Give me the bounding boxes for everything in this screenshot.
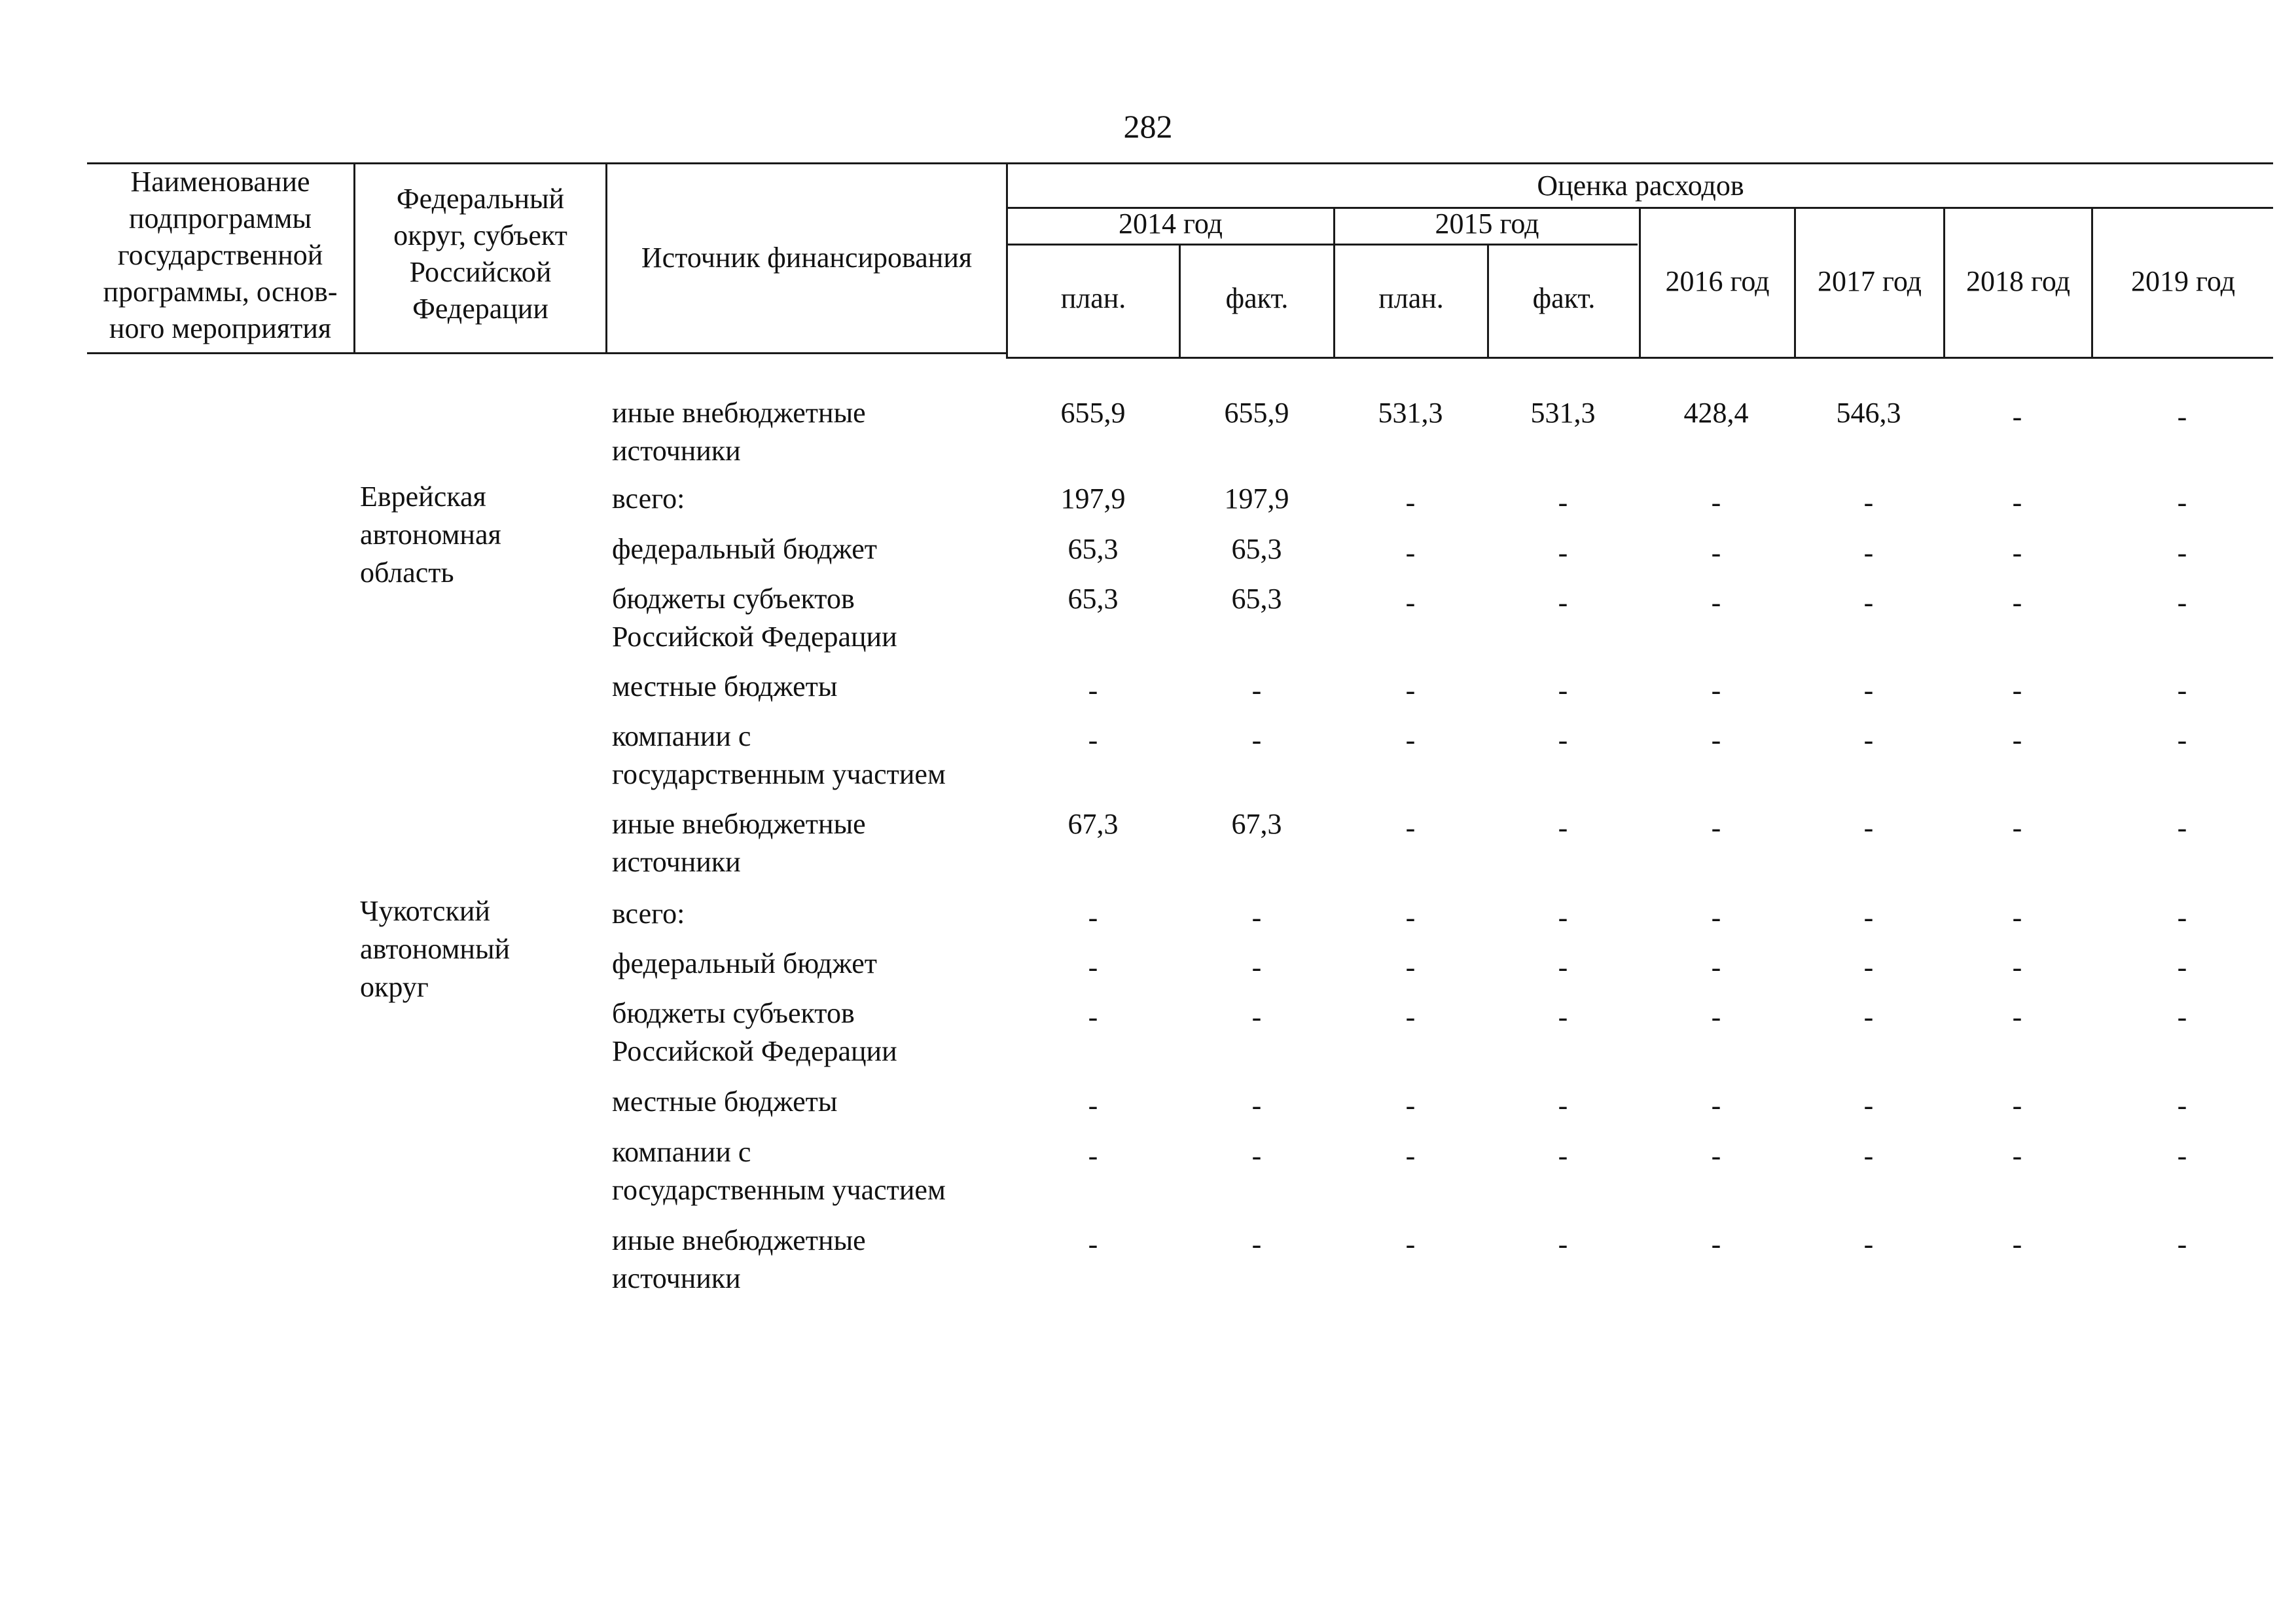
value-cell: -: [2177, 724, 2187, 756]
value-cell: -: [1558, 951, 1568, 983]
value-cell: -: [1251, 1228, 1262, 1260]
value-cell: -: [1711, 587, 1721, 619]
value-cell: -: [1863, 486, 1874, 519]
value-cell: -: [1558, 724, 1568, 756]
value-cell: -: [2177, 401, 2187, 433]
value-cell: -: [1088, 1140, 1098, 1172]
value-cell: -: [1405, 724, 1416, 756]
value-cell: -: [1863, 587, 1874, 619]
value-cell: 197,9: [1060, 483, 1126, 515]
header-top-rule: [87, 162, 2273, 164]
value-cell: -: [2177, 902, 2187, 934]
value-cell: -: [1863, 1089, 1874, 1122]
value-cell: -: [1711, 1001, 1721, 1033]
value-cell: -: [1863, 812, 1874, 844]
value-cell: 67,3: [1067, 808, 1119, 840]
value-cell: -: [1863, 674, 1874, 706]
value-cell: 65,3: [1231, 583, 1282, 615]
value-cell: -: [1558, 812, 1568, 844]
header-funding-source: Источник финансирования: [641, 242, 973, 274]
value-cell: -: [1558, 674, 1568, 706]
value-cell: -: [2177, 812, 2187, 844]
value-cell: -: [2012, 902, 2022, 934]
funding-source-label: иные внебюджетные источники: [612, 1224, 866, 1294]
value-cell: 655,9: [1224, 397, 1289, 429]
funding-source-label: компании с государственным участием: [612, 720, 946, 790]
value-cell: -: [2177, 951, 2187, 983]
header-year-2016: 2016 год: [1665, 265, 1770, 297]
header-program-name: Наименование подпрограммы государственной программы, основ- ного мероприятия: [103, 166, 338, 344]
value-cell: -: [1558, 1089, 1568, 1122]
header-year-2014: 2014 год: [1118, 208, 1223, 240]
value-cell: -: [1711, 1140, 1721, 1172]
funding-source-label: всего:: [612, 898, 685, 930]
header-2015-fact: факт.: [1532, 282, 1596, 314]
value-cell: -: [1251, 1089, 1262, 1122]
header-expense-estimate: Оценка расходов: [1537, 170, 1744, 202]
value-cell: -: [1711, 1089, 1721, 1122]
value-cell: -: [1088, 724, 1098, 756]
value-cell: -: [1558, 486, 1568, 519]
funding-source-label: местные бюджеты: [612, 670, 838, 702]
header-2014-plan: план.: [1060, 282, 1126, 314]
value-cell: -: [1405, 674, 1416, 706]
page-number: 282: [1123, 108, 1173, 145]
value-cell: 65,3: [1067, 533, 1119, 565]
value-cell: -: [1711, 674, 1721, 706]
value-cell: -: [2177, 1140, 2187, 1172]
value-cell: -: [1251, 951, 1262, 983]
funding-source-label: бюджеты субъектов Российской Федерации: [612, 583, 897, 653]
value-cell: -: [1863, 724, 1874, 756]
value-cell: -: [1863, 1140, 1874, 1172]
value-cell: 65,3: [1067, 583, 1119, 615]
value-cell: -: [2012, 401, 2022, 433]
header-year-2015: 2015 год: [1435, 208, 1539, 240]
value-cell: -: [2012, 1140, 2022, 1172]
value-cell: -: [1863, 1001, 1874, 1033]
value-cell: -: [2177, 486, 2187, 519]
value-cell: -: [1863, 537, 1874, 569]
value-cell: -: [1088, 1089, 1098, 1122]
value-cell: -: [2177, 587, 2187, 619]
value-cell: -: [2012, 1001, 2022, 1033]
value-cell: -: [1405, 902, 1416, 934]
header-bottom-rule-left: [87, 352, 1008, 354]
header-year-2017: 2017 год: [1817, 265, 1922, 297]
funding-source-label: бюджеты субъектов Российской Федерации: [612, 997, 897, 1067]
funding-source-label: иные внебюджетные источники: [612, 397, 866, 467]
value-cell: -: [1711, 486, 1721, 519]
header-2015-plan: план.: [1378, 282, 1444, 314]
value-cell: 67,3: [1231, 808, 1282, 840]
value-cell: -: [1405, 1001, 1416, 1033]
value-cell: -: [1558, 902, 1568, 934]
value-cell: 546,3: [1836, 397, 1901, 429]
region-chukotka-autonomous-okrug: Чукотский автономный округ: [360, 895, 511, 1003]
value-cell: -: [1251, 1001, 1262, 1033]
value-cell: -: [1088, 674, 1098, 706]
value-cell: -: [1711, 724, 1721, 756]
value-cell: -: [1711, 902, 1721, 934]
funding-source-label: федеральный бюджет: [612, 533, 877, 565]
value-cell: -: [2177, 1228, 2187, 1260]
value-cell: -: [2177, 1089, 2187, 1122]
value-cell: -: [1088, 1001, 1098, 1033]
value-cell: -: [1711, 1228, 1721, 1260]
value-cell: -: [1711, 951, 1721, 983]
funding-source-label: всего:: [612, 483, 685, 515]
value-cell: -: [1863, 951, 1874, 983]
header-rule-years: [1008, 244, 1638, 246]
value-cell: -: [2012, 674, 2022, 706]
value-cell: -: [1405, 1228, 1416, 1260]
value-cell: 655,9: [1060, 397, 1126, 429]
value-cell: -: [1088, 1228, 1098, 1260]
value-cell: -: [1558, 587, 1568, 619]
header-region: Федеральный округ, субъект Российской Федерации: [393, 183, 567, 325]
value-cell: -: [1251, 902, 1262, 934]
value-cell: 428,4: [1683, 397, 1749, 429]
value-cell: -: [2177, 537, 2187, 569]
value-cell: -: [1405, 812, 1416, 844]
funding-source-label: федеральный бюджет: [612, 947, 877, 979]
value-cell: -: [1711, 537, 1721, 569]
value-cell: 197,9: [1224, 483, 1289, 515]
value-cell: -: [1405, 1089, 1416, 1122]
value-cell: -: [1088, 902, 1098, 934]
value-cell: 531,3: [1530, 397, 1596, 429]
value-cell: 531,3: [1378, 397, 1443, 429]
region-jewish-autonomous-oblast: Еврейская автономная область: [360, 481, 501, 589]
value-cell: -: [1863, 902, 1874, 934]
value-cell: -: [1405, 1140, 1416, 1172]
value-cell: -: [2012, 486, 2022, 519]
header-year-2018: 2018 год: [1965, 265, 2071, 297]
value-cell: -: [2012, 724, 2022, 756]
value-cell: -: [2012, 951, 2022, 983]
value-cell: -: [1558, 1140, 1568, 1172]
value-cell: -: [1088, 951, 1098, 983]
value-cell: -: [2012, 1089, 2022, 1122]
value-cell: -: [1558, 1001, 1568, 1033]
funding-source-label: компании с государственным участием: [612, 1136, 946, 1206]
value-cell: -: [1405, 951, 1416, 983]
header-year-2019: 2019 год: [2130, 265, 2236, 297]
value-cell: -: [1251, 674, 1262, 706]
value-cell: -: [2177, 674, 2187, 706]
funding-source-label: иные внебюджетные источники: [612, 808, 866, 878]
value-cell: -: [1863, 1228, 1874, 1260]
value-cell: -: [2012, 537, 2022, 569]
value-cell: -: [2012, 587, 2022, 619]
value-cell: -: [1251, 1140, 1262, 1172]
value-cell: -: [1711, 812, 1721, 844]
value-cell: -: [2012, 812, 2022, 844]
value-cell: -: [2012, 1228, 2022, 1260]
value-cell: -: [1558, 1228, 1568, 1260]
value-cell: -: [1558, 537, 1568, 569]
value-cell: -: [2177, 1001, 2187, 1033]
value-cell: 65,3: [1231, 533, 1282, 565]
value-cell: -: [1251, 724, 1262, 756]
value-cell: -: [1405, 587, 1416, 619]
value-cell: -: [1405, 537, 1416, 569]
header-2014-fact: факт.: [1225, 282, 1289, 314]
value-cell: -: [1405, 486, 1416, 519]
funding-source-label: местные бюджеты: [612, 1085, 838, 1118]
